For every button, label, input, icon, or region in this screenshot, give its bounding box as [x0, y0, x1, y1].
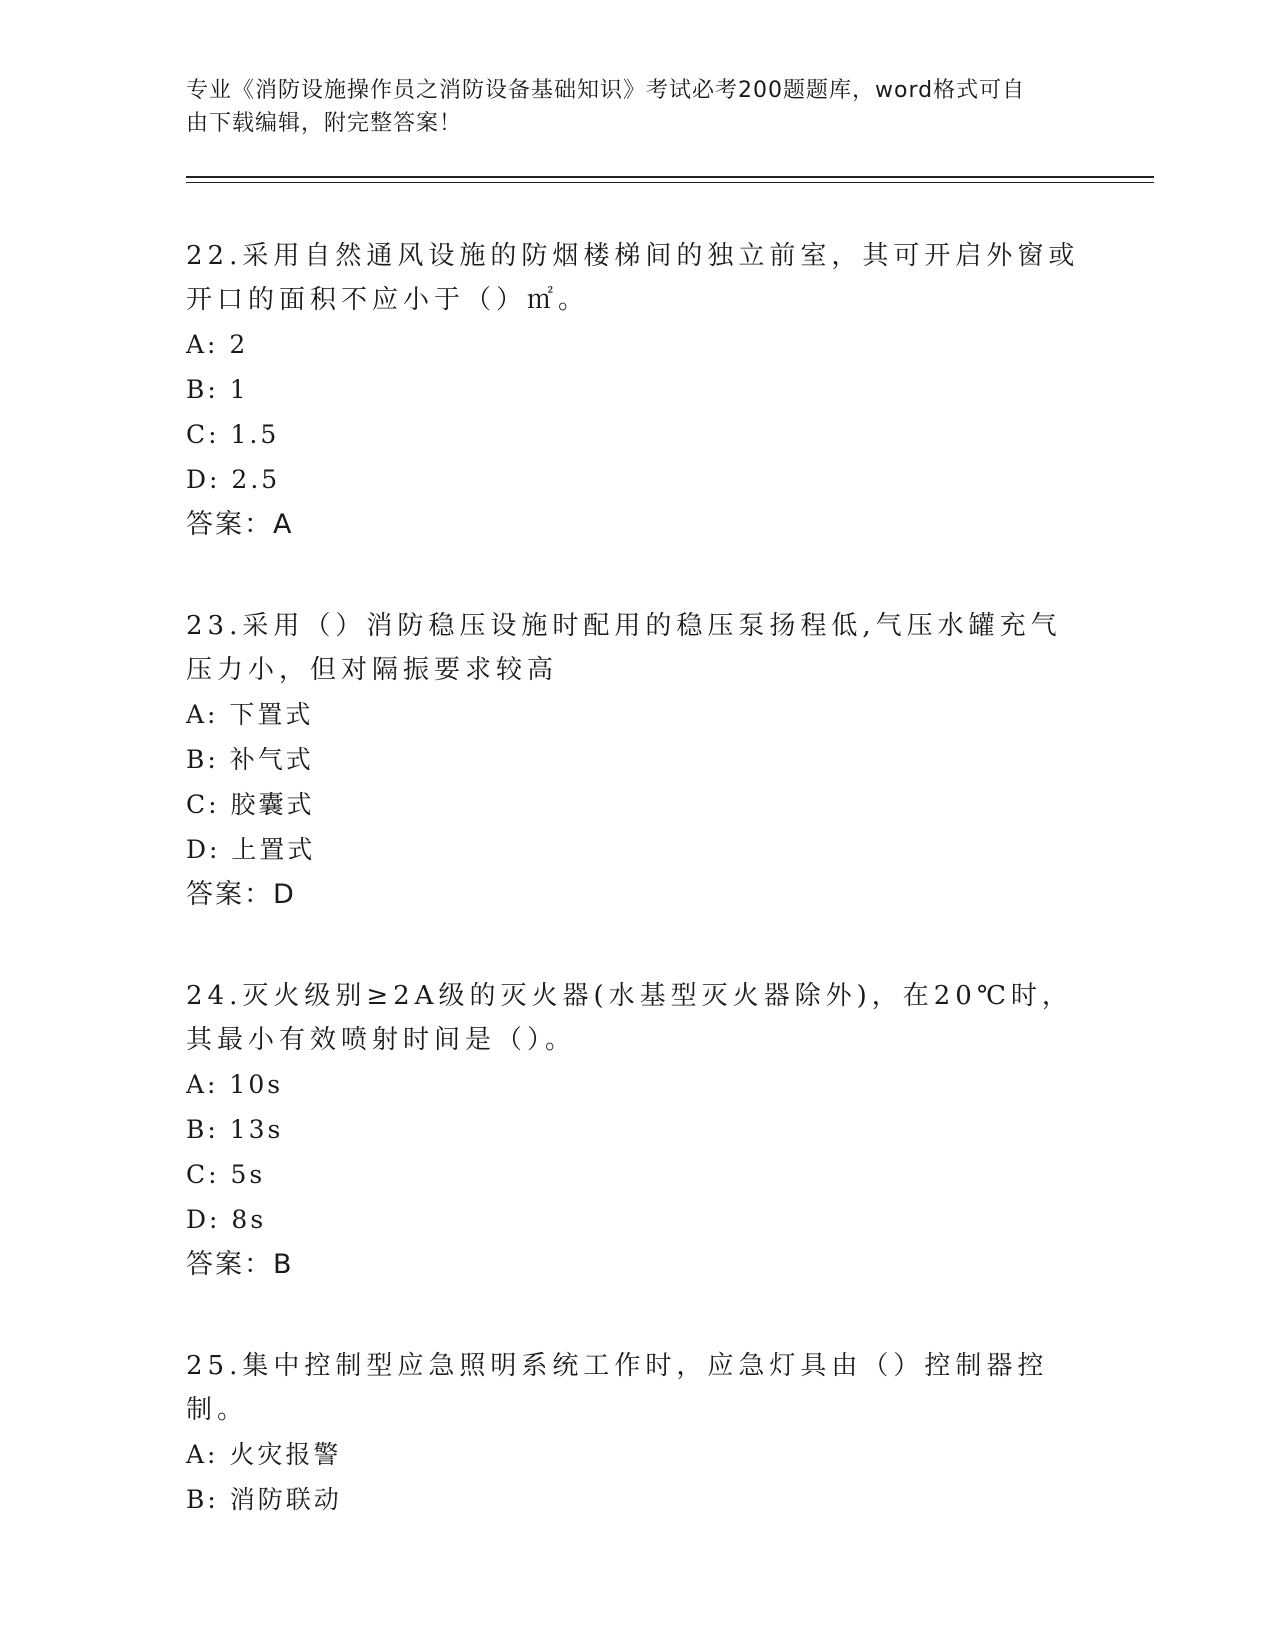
header-divider-bottom: [186, 182, 1154, 183]
question-stem: 24.灭火级别≥2A级的灭火器(水基型灭火器除外)，在20℃时，其最小有效喷射时间是（）。: [186, 981, 1073, 1055]
option-d: D: 上置式: [186, 835, 316, 864]
answer: 答案：A: [186, 509, 294, 540]
question-25: [186, 1344, 1086, 1522]
option-c: C: 胶囊式: [186, 790, 315, 819]
question-list: [186, 234, 1086, 1578]
option-a: A: 火灾报警: [186, 1440, 342, 1469]
option-b: B: 补气式: [186, 745, 314, 774]
option-b: B: 13s: [186, 1115, 284, 1144]
option-d: D: 2.5: [186, 465, 281, 494]
option-a: A: 2: [186, 330, 249, 359]
header-divider-top: [186, 176, 1154, 178]
question-23: [186, 604, 1086, 918]
question-stem: 25.集中控制型应急照明系统工作时，应急灯具由（）控制器控制。: [186, 1351, 1049, 1425]
answer: 答案：D: [186, 879, 296, 910]
option-a: A: 10s: [186, 1070, 284, 1099]
question-stem: 23.采用（）消防稳压设施时配用的稳压泵扬程低,气压水罐充气压力小，但对隔振要求较高: [186, 611, 1062, 685]
option-b: B: 1: [186, 375, 249, 404]
question-stem: 22.采用自然通风设施的防烟楼梯间的独立前室，其可开启外窗或开口的面积不应小于（）㎡。: [186, 241, 1080, 315]
answer: 答案：B: [186, 1249, 294, 1280]
document-header: 专业《消防设施操作员之消防设备基础知识》考试必考200题题库，word格式可自由下载编辑，附完整答案！: [186, 78, 1026, 136]
option-c: C: 5s: [186, 1160, 266, 1189]
question-24: [186, 974, 1086, 1288]
option-d: D: 8s: [186, 1205, 267, 1234]
option-a: A: 下置式: [186, 700, 314, 729]
option-c: C: 1.5: [186, 420, 280, 449]
option-b: B: 消防联动: [186, 1485, 342, 1514]
question-22: [186, 234, 1086, 548]
